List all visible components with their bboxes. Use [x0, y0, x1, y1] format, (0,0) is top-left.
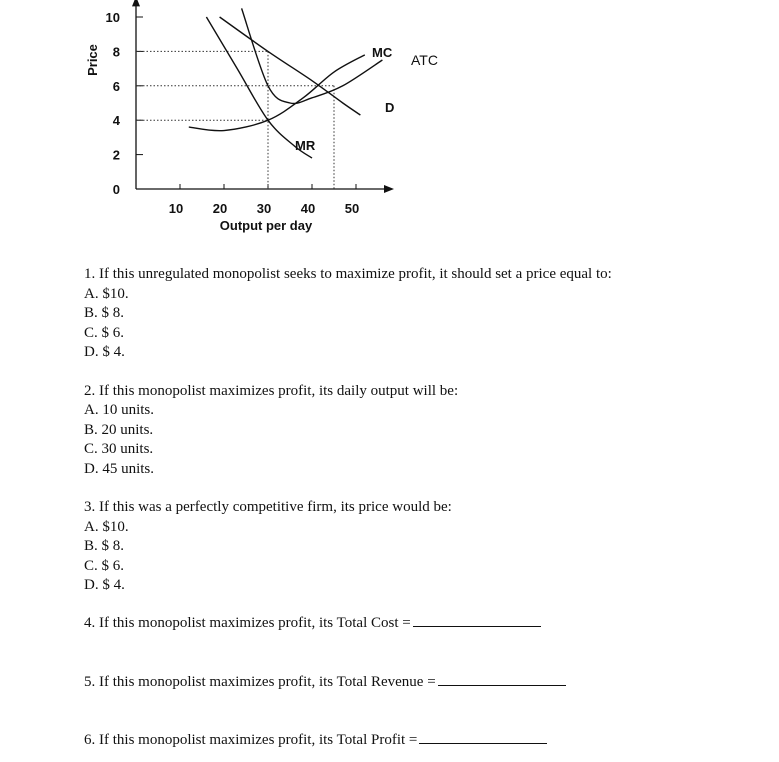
option-a: A. $10.: [84, 285, 129, 302]
mr-curve: [206, 17, 312, 158]
answer-blank[interactable]: [413, 614, 541, 627]
question-text: 4. If this monopolist maximizes profit, its Total Cost =: [84, 615, 411, 631]
answer-blank[interactable]: [419, 731, 547, 744]
mr-label: MR: [295, 138, 316, 153]
question-1: [84, 265, 764, 363]
x-axis-label: Output per day: [219, 218, 313, 233]
option-d: D. $ 4.: [84, 344, 125, 360]
guide-lines: [136, 51, 334, 189]
option-b: B. $ 8.: [84, 538, 125, 554]
atc-label: ATC: [411, 52, 438, 68]
y-tick-label: 0: [112, 182, 120, 197]
x-tick-label: 10: [168, 201, 184, 216]
y-tick-label: 2: [112, 147, 120, 163]
x-axis-arrow: [384, 185, 394, 193]
question-text: 5. If this monopolist maximizes profit, its Total Revenue =: [84, 674, 436, 690]
mc-label: MC: [372, 45, 393, 60]
cost-revenue-chart: [0, 0, 460, 245]
y-tick-label: 10: [105, 10, 120, 25]
question-list: [84, 265, 764, 615]
question-text: 1. If this unregulated monopolist seeks to maximize profit, it should set a price equal to:: [84, 266, 612, 282]
curves: [189, 8, 383, 158]
question-6: [84, 731, 547, 749]
option-b: B. 20 units.: [84, 421, 154, 438]
question-2: [84, 382, 764, 480]
question-text: 2. If this monopolist maximizes profit, its daily output will be:: [84, 382, 459, 399]
option-c: C. $ 6.: [84, 557, 125, 574]
question-text: 3. If this was a perfectly competitive firm, its price would be:: [84, 499, 452, 515]
d-label: D: [385, 100, 395, 115]
question-3: [84, 498, 764, 596]
x-tick-label: 20: [212, 201, 228, 216]
option-a: A. $10.: [84, 518, 129, 535]
answer-blank[interactable]: [438, 673, 566, 686]
option-d: D. 45 units.: [84, 460, 155, 477]
question-5: [84, 673, 566, 691]
option-a: A. 10 units.: [84, 402, 155, 418]
y-tick-label: 8: [112, 44, 120, 60]
option-d: D. $ 4.: [84, 577, 125, 593]
question-text: 6. If this monopolist maximizes profit, its Total Profit =: [84, 732, 418, 748]
option-c: C. 30 units.: [84, 441, 154, 457]
x-tick-label: 30: [256, 201, 272, 216]
x-tick-label: 50: [344, 201, 360, 216]
mc-curve: [189, 55, 365, 131]
question-4: [84, 614, 541, 632]
d-curve: [220, 17, 361, 115]
x-tick-label: 40: [300, 201, 316, 216]
option-c: C. $ 6.: [84, 324, 125, 341]
y-tick-label: 4: [112, 113, 120, 129]
option-b: B. $ 8.: [84, 305, 125, 321]
y-tick-label: 6: [112, 78, 120, 94]
y-axis-label: Price: [85, 44, 100, 76]
y-axis-arrow: [132, 0, 140, 6]
